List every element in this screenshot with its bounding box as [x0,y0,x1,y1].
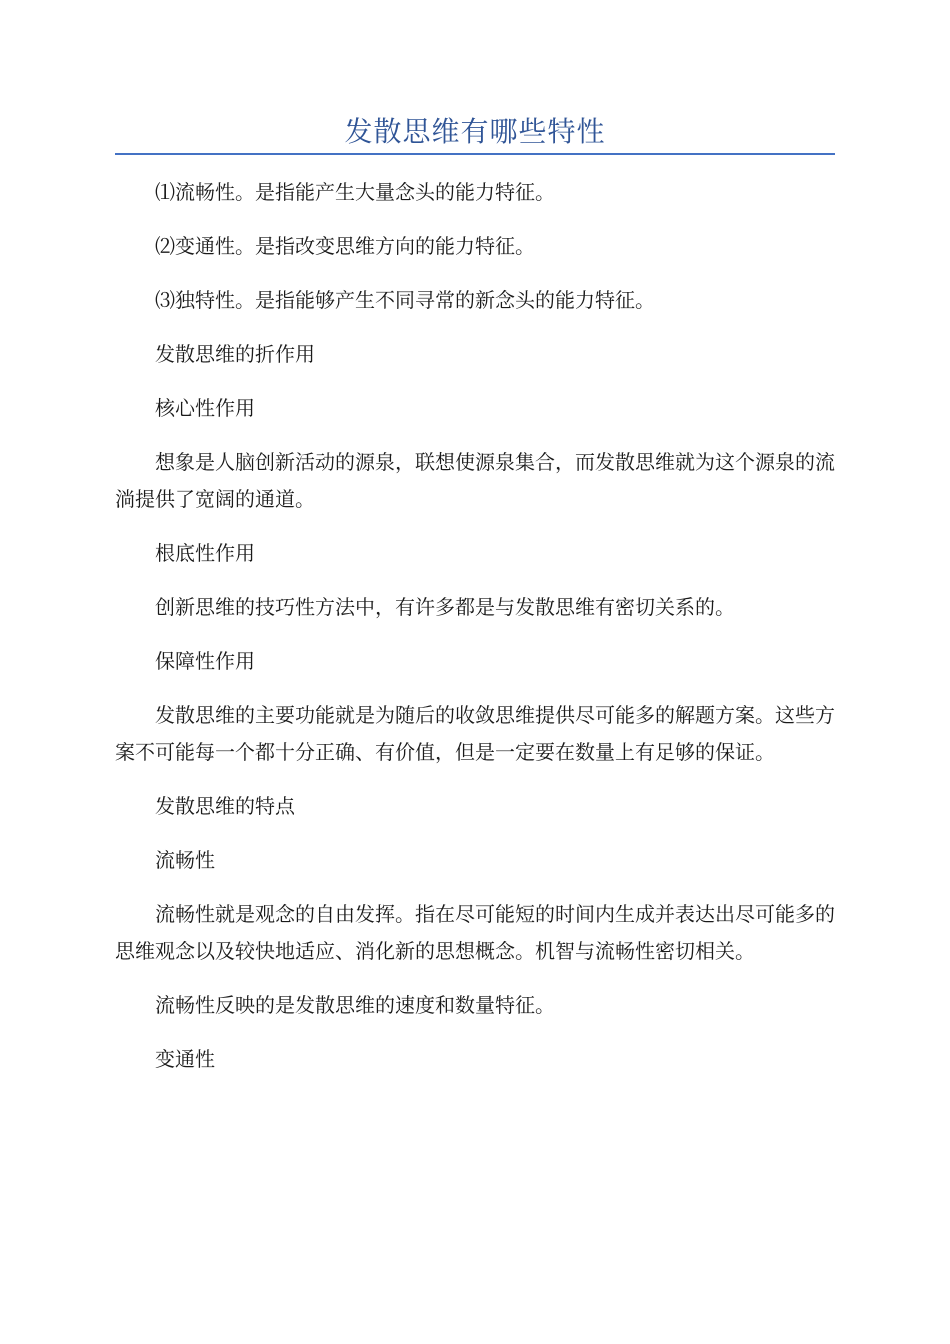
title-underline [115,153,835,155]
subheading-core-role: 核心性作用 [155,396,255,420]
section-heading-features: 发散思维的特点 [155,794,295,818]
paragraph-foundation-role: 创新思维的技巧性方法中，有许多都是与发散思维有密切关系的。 [155,595,735,619]
paragraph-flexibility-definition: ⑵变通性。是指改变思维方向的能力特征。 [155,234,535,258]
section-heading-roles: 发散思维的折作用 [155,342,315,366]
paragraph-originality-definition: ⑶独特性。是指能够产生不同寻常的新念头的能力特征。 [155,288,655,312]
paragraph-fluency-detail: 流畅性就是观念的自由发挥。指在尽可能短的时间内生成并表达出尽可能多的思维观念以及较快地适应、消化新的思想概念。机智与流畅性密切相关。 [115,902,835,963]
subheading-foundation-role: 根底性作用 [155,541,255,565]
subheading-guarantee-role: 保障性作用 [155,649,255,673]
document-body [115,174,835,1095]
subheading-flexibility: 变通性 [155,1047,215,1071]
paragraph-core-role: 想象是人脑创新活动的源泉，联想使源泉集合，而发散思维就为这个源泉的流淌提供了宽阔的通道。 [115,450,835,511]
paragraph-fluency-summary: 流畅性反映的是发散思维的速度和数量特征。 [155,993,555,1017]
subheading-fluency: 流畅性 [155,848,215,872]
document-title: 发散思维有哪些特性 [344,115,606,148]
paragraph-fluency-definition: ⑴流畅性。是指能产生大量念头的能力特征。 [155,180,555,204]
paragraph-guarantee-role: 发散思维的主要功能就是为随后的收敛思维提供尽可能多的解题方案。这些方案不可能每一个都十分正确、有价值，但是一定要在数量上有足够的保证。 [115,703,835,764]
